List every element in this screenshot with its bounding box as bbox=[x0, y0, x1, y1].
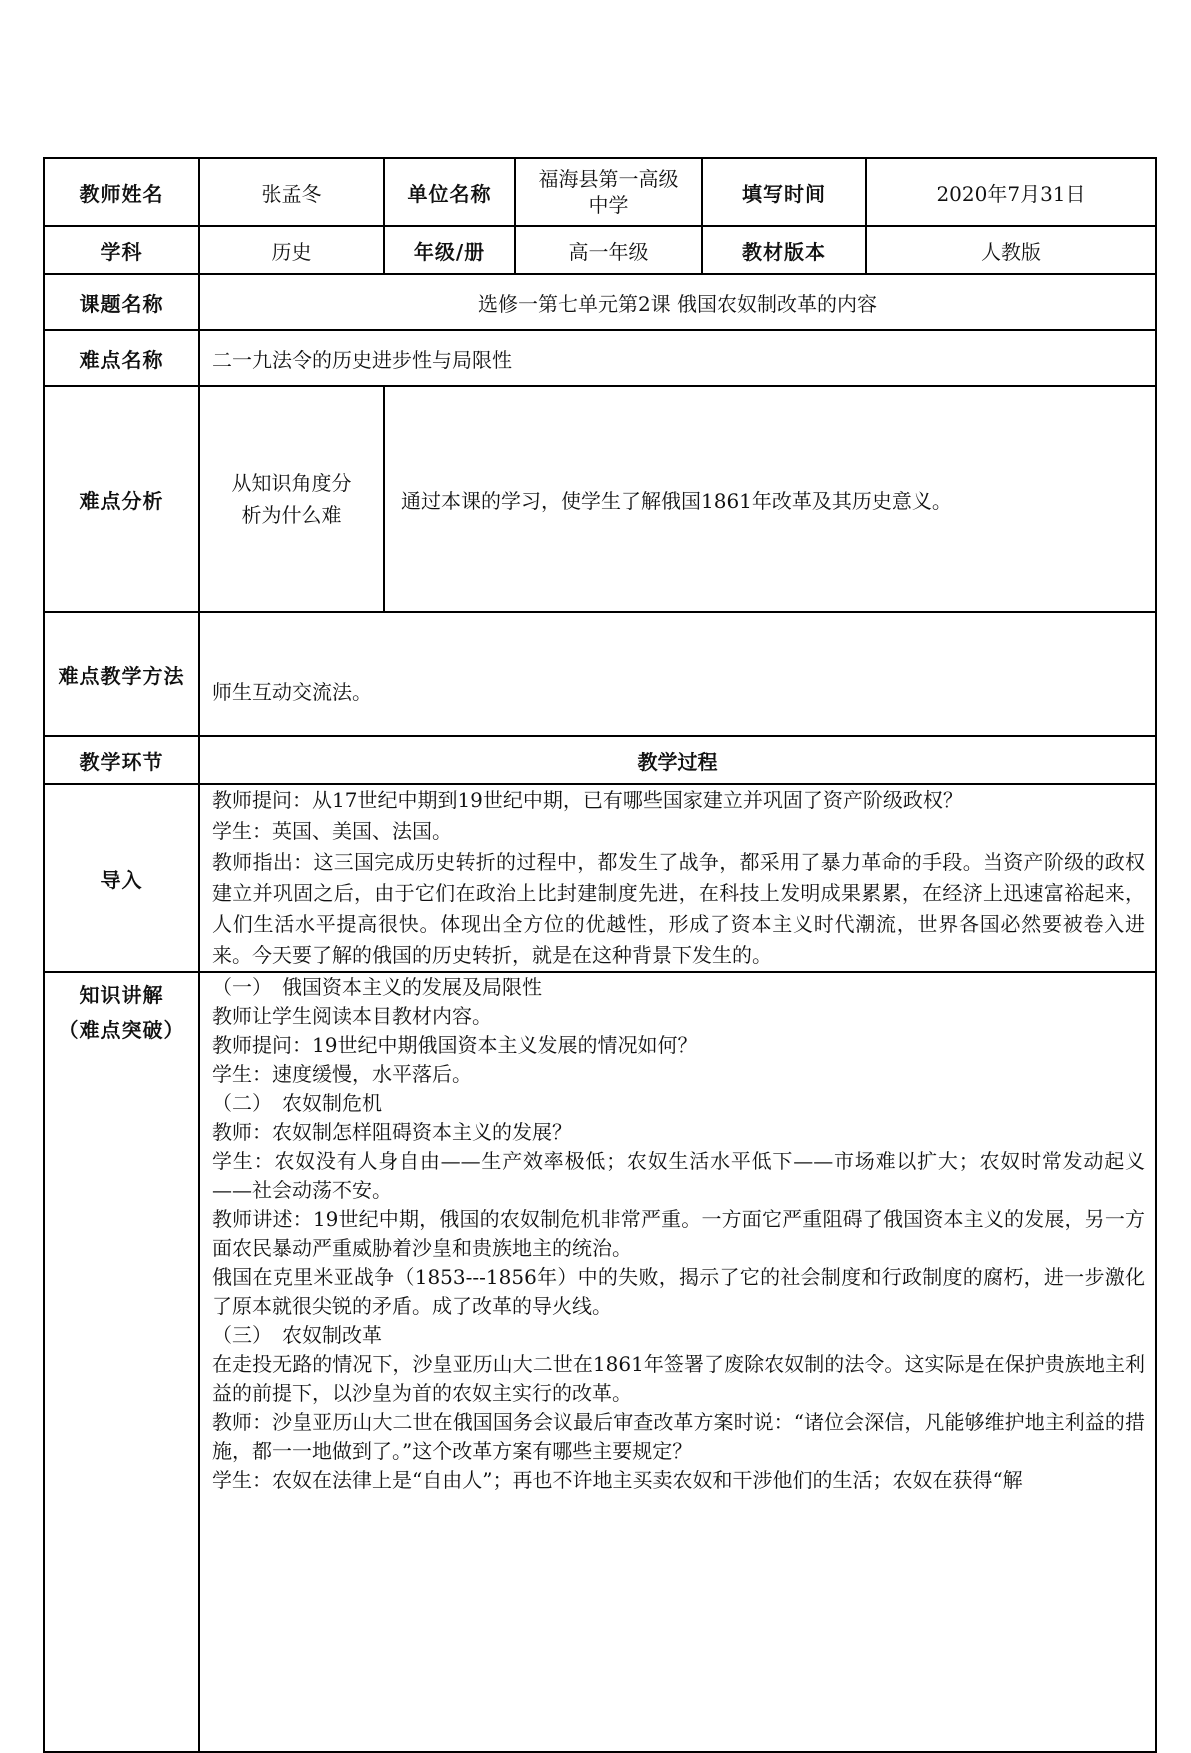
knowledge-line: 学生：农奴在法律上是“自由人”；再也不许地主买卖农奴和干涉他们的生活；农奴在获得“解 bbox=[212, 1468, 1023, 1492]
knowledge-label: 知识讲解 bbox=[79, 983, 164, 1007]
row-topic bbox=[44, 274, 1156, 330]
knowledge-line: 教师让学生阅读本目教材内容。 bbox=[212, 1004, 492, 1028]
knowledge-line: 教师：沙皇亚历山大二世在俄国国务会议最后审查改革方案时说：“诸位会深信，凡能够维护地主利益的措施，都一一地做到了。”这个改革方案有哪些主要规定？ bbox=[212, 1410, 1145, 1463]
difficulty-label: 难点名称 bbox=[44, 330, 199, 386]
row-difficulty bbox=[44, 330, 1156, 386]
row-knowledge bbox=[44, 972, 1156, 1752]
row-header-2 bbox=[44, 226, 1156, 274]
teacher-name-value: 张孟冬 bbox=[199, 158, 384, 226]
subject-value: 历史 bbox=[199, 226, 384, 274]
knowledge-line: 俄国在克里米亚战争（1853---1856年）中的失败，揭示了它的社会制度和行政制度的腐朽，进一步激化了原本就很尖锐的矛盾。成了改革的导火线。 bbox=[212, 1265, 1145, 1318]
unit-name-value: 福海县第一高级中学 bbox=[515, 158, 702, 226]
knowledge-line: 教师提问：19世纪中期俄国资本主义发展的情况如何？ bbox=[212, 1033, 698, 1057]
unit-name-label: 单位名称 bbox=[384, 158, 515, 226]
knowledge-line: 学生：农奴没有人身自由——生产效率极低；农奴生活水平低下——市场难以扩大；农奴时常发动起义——社会动荡不安。 bbox=[212, 1149, 1145, 1202]
teacher-name-label: 教师姓名 bbox=[44, 158, 199, 226]
intro-line: 学生：英国、美国、法国。 bbox=[212, 819, 452, 843]
edition-label: 教材版本 bbox=[702, 226, 866, 274]
knowledge-label-2: （难点突破） bbox=[58, 1018, 185, 1042]
method-value: 师生互动交流法。 bbox=[199, 612, 1156, 736]
edition-value: 人教版 bbox=[866, 226, 1156, 274]
intro-content bbox=[199, 784, 1156, 972]
knowledge-content bbox=[199, 972, 1156, 1752]
fill-time-label: 填写时间 bbox=[702, 158, 866, 226]
intro-label: 导入 bbox=[44, 784, 199, 972]
knowledge-line: 学生：速度缓慢，水平落后。 bbox=[212, 1062, 472, 1086]
row-method bbox=[44, 612, 1156, 736]
row-process-header bbox=[44, 736, 1156, 784]
process-label: 教学过程 bbox=[199, 736, 1156, 784]
fill-time-value: 2020年7月31日 bbox=[866, 158, 1156, 226]
lesson-plan-table bbox=[43, 157, 1157, 1753]
grade-value: 高一年级 bbox=[515, 226, 702, 274]
knowledge-line: 教师讲述：19世纪中期，俄国的农奴制危机非常严重。一方面它严重阻碍了俄国资本主义的发展，另一方面农民暴动严重威胁着沙皇和贵族地主的统治。 bbox=[212, 1207, 1145, 1260]
topic-value: 选修一第七单元第2课 俄国农奴制改革的内容 bbox=[199, 274, 1156, 330]
knowledge-line: （二） 农奴制危机 bbox=[212, 1091, 382, 1115]
knowledge-line: 在走投无路的情况下，沙皇亚历山大二世在1861年签署了废除农奴制的法令。这实际是在保护贵族地主利益的前提下，以沙皇为首的农奴主实行的改革。 bbox=[212, 1352, 1145, 1405]
analysis-value: 通过本课的学习，使学生了解俄国1861年改革及其历史意义。 bbox=[384, 386, 1156, 612]
subject-label: 学科 bbox=[44, 226, 199, 274]
knowledge-line: （一） 俄国资本主义的发展及局限性 bbox=[212, 975, 542, 999]
method-label: 难点教学方法 bbox=[44, 612, 199, 736]
intro-line: 教师指出：这三国完成历史转折的过程中，都发生了战争，都采用了暴力革命的手段。当资产阶级的政权建立并巩固之后，由于它们在政治上比封建制度先进，在科技上发明成果累累，在经济上迅速富裕起来，人们生活水平提高很快。体现出全方位的优越性，形成了资本主义时代潮流，世界各国必然要被卷入进来。今天要了解的俄国的历史转折，就是在这种背景下发生的。 bbox=[212, 850, 1145, 967]
intro-line: 教师提问：从17世纪中期到19世纪中期，已有哪些国家建立并巩固了资产阶级政权？ bbox=[212, 788, 963, 812]
analysis-sub-label: 从知识角度分析为什么难 bbox=[199, 386, 384, 612]
grade-label: 年级/册 bbox=[384, 226, 515, 274]
row-analysis bbox=[44, 386, 1156, 612]
analysis-label: 难点分析 bbox=[44, 386, 199, 612]
knowledge-line: （三） 农奴制改革 bbox=[212, 1323, 382, 1347]
knowledge-line: 教师：农奴制怎样阻碍资本主义的发展？ bbox=[212, 1120, 572, 1144]
row-intro bbox=[44, 784, 1156, 972]
topic-label: 课题名称 bbox=[44, 274, 199, 330]
stage-label: 教学环节 bbox=[44, 736, 199, 784]
row-header-1 bbox=[44, 158, 1156, 226]
difficulty-value: 二一九法令的历史进步性与局限性 bbox=[199, 330, 1156, 386]
knowledge-label-cell bbox=[44, 972, 199, 1752]
